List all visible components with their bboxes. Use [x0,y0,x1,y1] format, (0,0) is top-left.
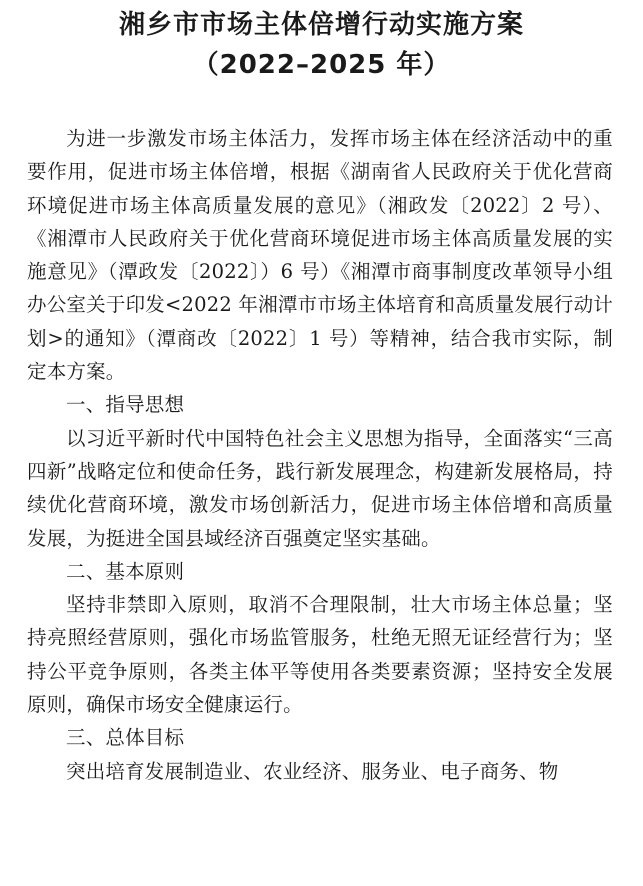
guiding-ideology-paragraph: 以习近平新时代中国特色社会主义思想为指导，全面落实“三高四新”战略定位和使命任务，践行新发展理念，构建新发展格局，持续优化营商环境，激发市场创新活力，促进市场主体倍增和高质量发展，为挺进全国县域经济百强奠定坚实基础。 [27,426,613,550]
basic-principles-paragraph: 坚持非禁即入原则，取消不合理限制，壮大市场主体总量；坚持亮照经营原则，强化市场监管服务，杜绝无照无证经营行为；坚持公平竞争原则，各类主体平等使用各类要素资源；坚持安全发展原则，确保市场安全健康运行。 [27,593,613,717]
intro-paragraph: 为进一步激发市场主体活力，发挥市场主体在经济活动中的重要作用，促进市场主体倍增，根据《湖南省人民政府关于优化营商环境促进市场主体高质量发展的意见》（湘政发〔2022〕2 号）、《湘潭市人民政府关于优化营商环境促进市场主体高质量发展的实施意见》（潭政发〔2022〕）6 号）《湘潭市商事制度改革领导小组办公室关于印发<2022 年湘潭市市场主体培育和高质量发展行动计划>的通知》（潭商改〔2022〕1 号）等精神，结合我市实际，制定本方案。 [27,127,613,384]
document-subtitle-years: （2022–2025 年） [192,50,451,80]
section-heading-overall-goals: 三、总体目标 [66,726,185,750]
section-heading-guiding-ideology: 一、指导思想 [66,393,185,417]
section-heading-basic-principles: 二、基本原则 [66,559,185,583]
document-title: 湘乡市市场主体倍增行动实施方案 [118,10,524,40]
document-body [27,122,613,788]
overall-goals-paragraph: 突出培育发展制造业、农业经济、服务业、电子商务、物 [66,759,559,783]
